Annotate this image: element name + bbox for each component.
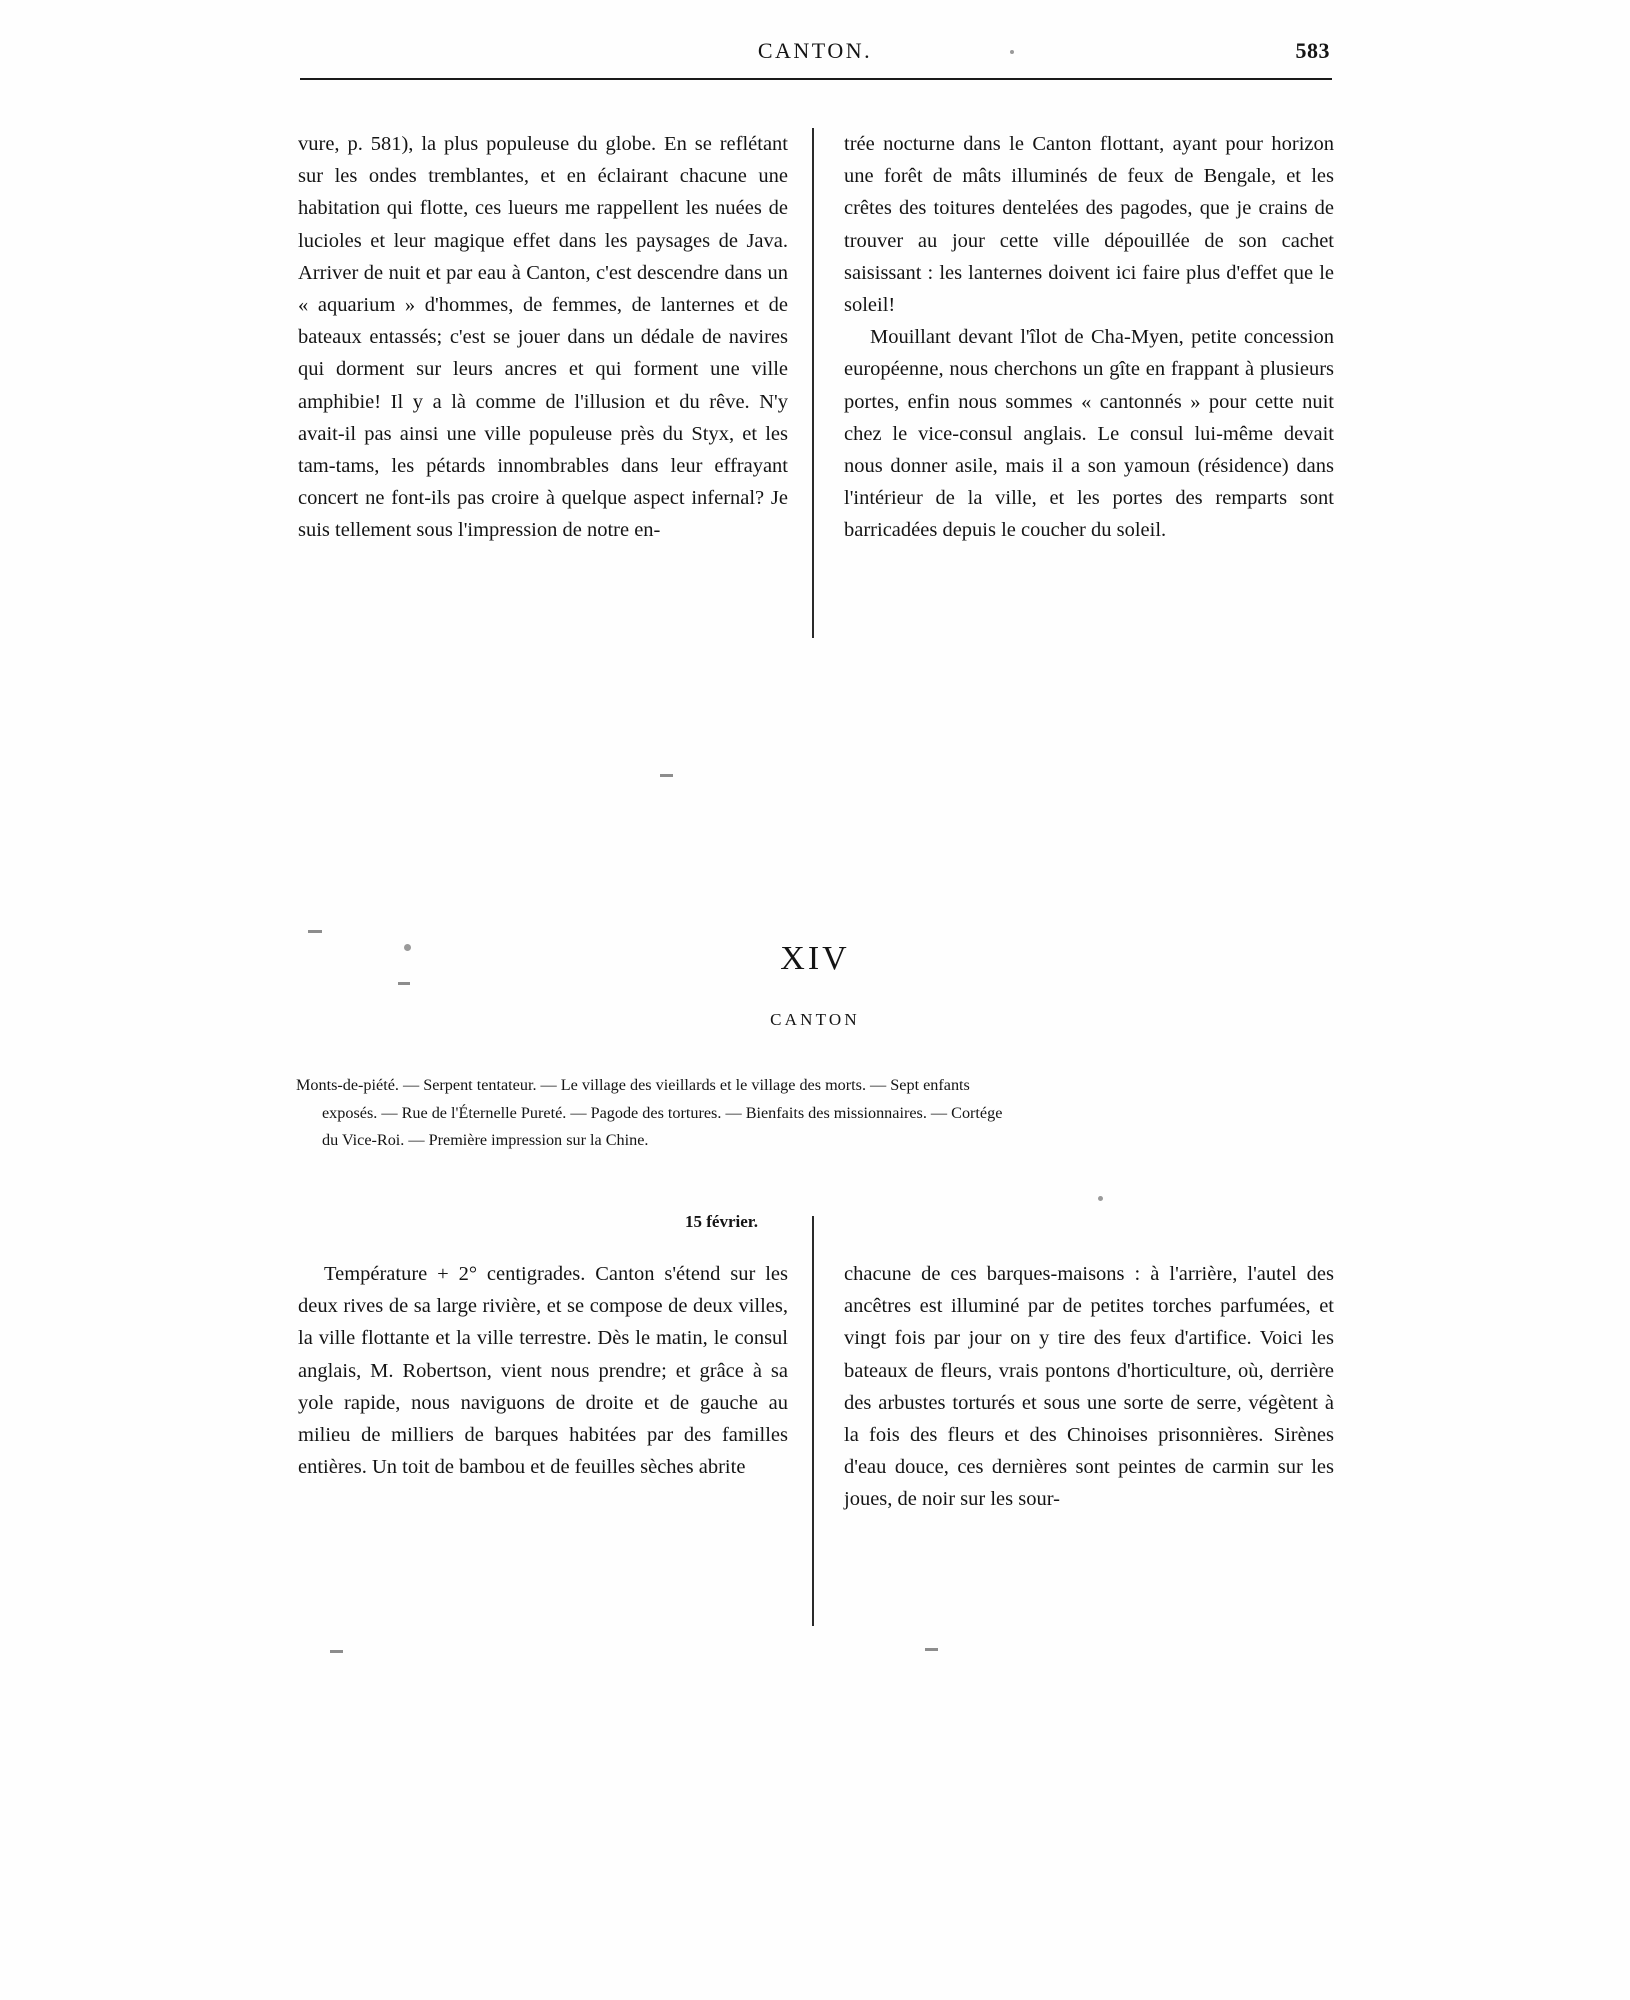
column-divider-top	[812, 128, 814, 638]
chapter-number: XIV	[780, 940, 850, 977]
scan-speck	[1098, 1196, 1103, 1201]
running-head-title: CANTON.	[757, 38, 873, 63]
scan-speck	[660, 774, 673, 777]
column-divider-bottom	[812, 1216, 814, 1626]
scan-speck	[330, 1650, 343, 1653]
header-rule	[300, 78, 1332, 80]
page-number: 583	[1295, 38, 1330, 63]
lower-left-column	[298, 1258, 788, 1483]
lower-right-column	[844, 1258, 1334, 1516]
chapter-argument	[296, 1072, 1336, 1155]
paragraph: trée nocturne dans le Canton flottant, ayant pour horizon une forêt de mâts illuminés de feux de Bengale, et les crêtes des toitures dentelées des pagodes, que je crains de trouver au jour cette ville dépouillée de son cachet saisissant : les lanternes doivent ici faire plus d'effet que le soleil!	[844, 133, 1334, 317]
chapter-title: CANTON	[770, 1010, 860, 1029]
argument-line-3: du Vice-Roi. — Première impression sur la Chine.	[322, 1131, 649, 1149]
argument-line-2: exposés. — Rue de l'Éternelle Pureté. — Pagode des tortures. — Bienfaits des missionnaires. — Cortége	[322, 1103, 1003, 1122]
scan-speck	[308, 930, 322, 933]
argument-line-1: Monts-de-piété. — Serpent tentateur. — Le village des vieillards et le village des morts. — Sept enfants	[296, 1076, 970, 1094]
running-head	[300, 38, 1330, 72]
paragraph: chacune de ces barques-maisons : à l'arrière, l'autel des ancêtres est illuminé par de petites torches parfumées, et vingt fois par jour on y tire des feux d'artifice. Voici les bateaux de fleurs, vrais pontons d'horticulture, où, derrière des arbustes torturés et sous une sorte de serre, végètent à la fois des fleurs et des Chinoises prisonnières. Sirènes d'eau douce, ces dernières sont peintes de carmin sur les joues, de noir sur les sour-	[844, 1263, 1334, 1511]
scan-speck	[398, 982, 410, 985]
scan-speck	[1010, 50, 1014, 54]
top-right-column	[844, 128, 1334, 547]
scan-speck	[404, 944, 411, 951]
top-left-column	[298, 128, 788, 547]
scan-speck	[925, 1648, 938, 1651]
paragraph: Température + 2° centigrades. Canton s'étend sur les deux rives de sa large rivière, et se compose de deux villes, la ville flottante et la ville terrestre. Dès le matin, le consul anglais, M. Robertson, vient nous prendre; et grâce à sa yole rapide, nous naviguons de droite et de gauche au milieu de milliers de barques habitées par des familles entières. Un toit de bambou et de feuilles sèches abrite	[298, 1263, 788, 1479]
paragraph: Mouillant devant l'îlot de Cha-Myen, petite concession européenne, nous cherchons un gîte en frappant à plusieurs portes, enfin nous sommes « cantonnés » pour cette nuit chez le vice-consul anglais. Le consul lui-même devait nous donner asile, mais il a son yamoun (résidence) dans l'intérieur de la ville, et les portes des remparts sont barricadées depuis le coucher du soleil.	[844, 326, 1334, 542]
date-line: 15 février.	[684, 1212, 758, 1231]
paragraph: vure, p. 581), la plus populeuse du globe. En se reflétant sur les ondes tremblantes, et en éclairant chacune une habitation qui flotte, ces lueurs me rappellent les nuées de lucioles et leur magique effet dans les paysages de Java. Arriver de nuit et par eau à Canton, c'est descendre dans un « aquarium » d'hommes, de femmes, de lanternes et de bateaux entassés; c'est se jouer dans un dédale de navires qui dorment sur leurs ancres et qui forment une ville amphibie! Il y a là comme de l'illusion et du rêve. N'y avait-il pas ainsi une ville populeuse près du Styx, et les tam-tams, les pétards innombrables dans leur effrayant concert ne font-ils pas croire à quelque aspect infernal? Je suis tellement sous l'impression de notre en-	[298, 133, 788, 542]
